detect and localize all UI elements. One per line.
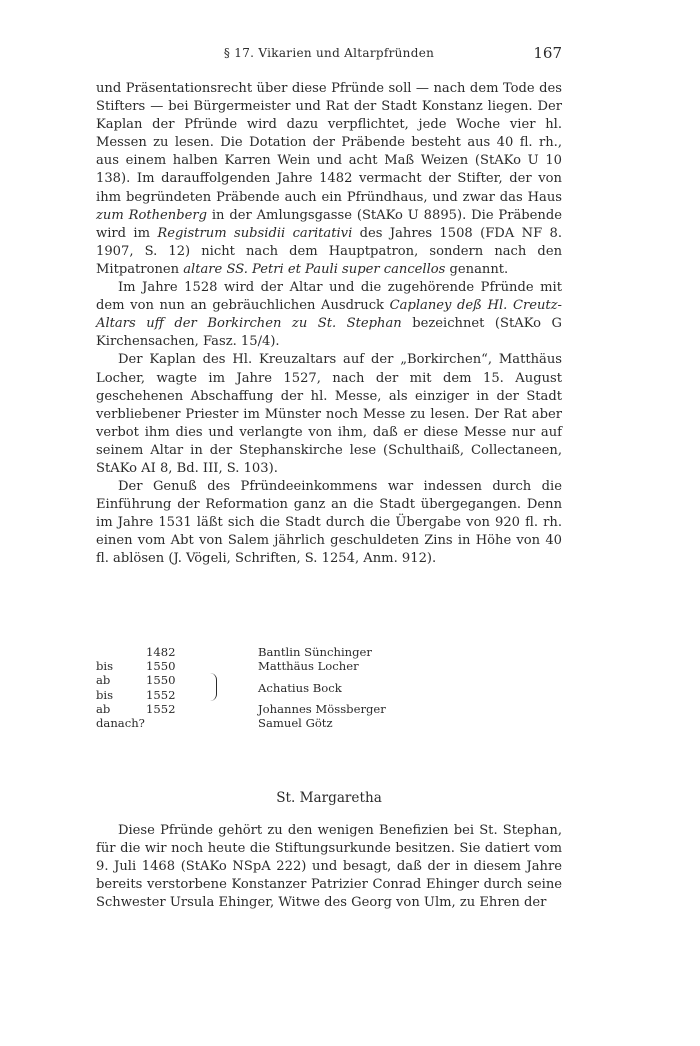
paragraph-4: Der Genuß des Pfründeeinkommens war indessen durch die Einführung der Reformation ganz an die Stadt übergegangen. Denn im Jahre 1531 läßt sich die Stadt durch die Übergabe von 920 fl. rh. einen vom Abt von Salem jährlich geschuldeten Zins in Höhe von 40 fl. ablösen (J. Vögeli, Schriften, S. 1254, Anm. 912).	[96, 479, 562, 567]
list-item: ab 1552 Johannes Mössberger	[96, 701, 386, 716]
running-title: § 17. Vikarien und Altarpfründen	[223, 46, 435, 60]
section-text	[96, 822, 562, 912]
page-number: 167	[533, 44, 562, 62]
section-paragraph-1: Diese Pfründe gehört zu den wenigen Benefizien bei St. Stephan, für die wir noch heute die Stiftungsurkunde besitzen. Sie datiert vom 9. Juli 1468 (StAKo NSpA 222) und besagt, daß der in diesem Jahre bereits verstorbene Konstanzer Patrizier Conrad Ehinger durch seine Schwester Ursula Ehinger, Witwe des Georg von Ulm, zu Ehren der	[96, 823, 562, 911]
paragraph-1: und Präsentationsrecht über diese Pfründe soll — nach dem Tode des Stifters — bei Bürgermeister und Rat der Stadt Konstanz liegen. Der Kaplan der Pfründe wird dazu verpflichtet, jede Woche vier hl. Messen zu lesen. Die Dotation der Präbende besteht aus 40 fl. rh., aus einem halben Karren Wein und acht Maß Weizen (StAKo U 10 138). Im darauffolgenden Jahre 1482 vermacht der Stifter, der von ihm begründeten Präbende auch ein Pfründhaus, und zwar das Haus zum Rothenberg in der Amlungsgasse (StAKo U 8895). Die Präbende wird im Registrum subsidii caritativi des Jahres 1508 (FDA NF 8. 1907, S. 12) nicht nach dem Hauptpatron, sondern nach den Mitpatronen altare SS. Petri et Pauli super cancellos genannt.	[96, 81, 563, 277]
section-title: St. Margaretha	[276, 790, 382, 806]
list-item: ab 1550	[96, 673, 562, 687]
paragraph-2: Im Jahre 1528 wird der Altar und die zugehörende Pfründe mit dem von nun an gebräuchlichen Ausdruck Caplaney deß Hl. Creutz-Altars uff der Borkirchen zu St. Stephan bezeichnet (StAKo G Kirchensachen, Fasz. 15/4).	[96, 280, 562, 350]
list-item: 1482 Bantlin Sünchinger	[146, 645, 372, 659]
page-header	[96, 44, 562, 64]
list-item: danach? Samuel Götz	[96, 715, 333, 730]
paragraph-3: Der Kaplan des Hl. Kreuzaltars auf der „Borkirchen“, Matthäus Locher, wagte im Jahre 1527, nach der mit dem 15. August geschehenen Abschaffung der hl. Messe, als einziger in der Stadt verbliebener Priester im Münster noch Messe zu lesen. Der Rat aber verbot ihm dies und verlangte von ihm, daß er diese Messe nur auf seinem Altar in der Stephanskirche lese (Schulthaiß, Collectaneen, StAKo AI 8, Bd. III, S. 103).	[96, 352, 562, 476]
house-name: zum Rothenberg	[96, 207, 207, 223]
caplaney-quote: Caplaney deß Hl. Creutz-Altars uff der Borkirchen zu St. Stephan	[96, 298, 562, 332]
registrum-title: Registrum subsidii caritativi	[157, 225, 353, 241]
list-item: bis 1550 Matthäus Locher	[96, 659, 359, 674]
list-item: bis 1552	[96, 687, 176, 702]
altar-patrons: altare SS. Petri et Pauli super cancellos	[183, 261, 446, 277]
chaplain-list: 1482 Bantlin Sünchinger bis 1550 Matthäus Locher ab 1550 Achatius Bock bis 1552 ab 1552 Johannes Mössberger danach? Samuel Götz	[96, 645, 562, 730]
main-text	[96, 80, 562, 569]
